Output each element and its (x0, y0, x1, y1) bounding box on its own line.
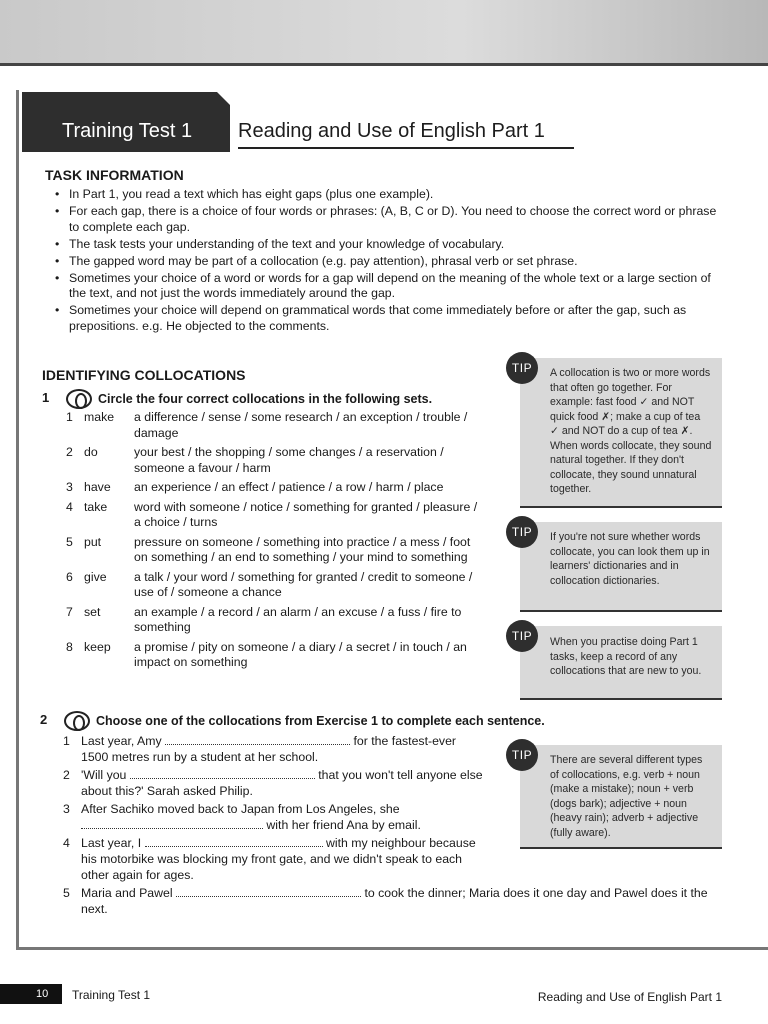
collocation-set (66, 480, 486, 496)
footer-test-label: Training Test 1 (72, 988, 151, 1002)
set-number: 8 (66, 639, 73, 654)
collocation-set (66, 500, 486, 531)
tip-box-3 (520, 626, 722, 700)
set-verb: put (84, 534, 102, 549)
task-bullet: • The task tests your understanding of the text and your knowledge of vocabulary. (55, 237, 727, 253)
set-number: 4 (66, 499, 73, 514)
circle-icon (64, 711, 90, 731)
answer-gap[interactable] (145, 837, 323, 847)
sentence-number: 2 (63, 768, 70, 782)
test-title-band (22, 92, 230, 152)
set-verb: have (84, 480, 111, 494)
answer-gap[interactable] (176, 887, 361, 897)
exercise-1-sets (66, 410, 486, 675)
collocation-set (66, 605, 486, 636)
task-bullet: • For each gap, there is a choice of four words or phrases: (A, B, C or D). You need to choose the correct word or phrase to complete each gap. (55, 204, 727, 235)
exercise-1-instruction-text: Circle the four correct collocations in the following sets. (98, 392, 433, 406)
task-bullet: • In Part 1, you read a text which has eight gaps (plus one example). (55, 187, 727, 203)
set-verb: make (84, 410, 115, 424)
sentence-end: that you won't tell anyone else about this?' Sarah asked Philip. (81, 768, 483, 798)
collocation-set (66, 445, 486, 476)
tip-box-4 (520, 745, 722, 849)
collocation-set (66, 570, 486, 601)
set-number: 1 (66, 410, 73, 424)
tip-box-2 (520, 522, 722, 612)
sentence-start: Maria and Pawel (81, 886, 173, 900)
sentence-end: with my neighbour because his motorbike was blocking my front gate, and we didn't speak to each other again for ages. (81, 836, 476, 882)
page-number: 10 (0, 984, 62, 1004)
sentence-number: 5 (63, 886, 70, 900)
exercise-2-number: 2 (40, 712, 48, 727)
set-number: 5 (66, 534, 73, 549)
set-verb: do (84, 445, 98, 459)
collocation-set (66, 535, 486, 566)
collocation-set (66, 410, 486, 441)
sentence-start: After Sachiko moved back to Japan from Los Angeles, she (81, 802, 400, 816)
set-verb: give (84, 569, 107, 584)
answer-gap[interactable] (130, 769, 315, 779)
sentence-item (63, 801, 483, 833)
set-options[interactable]: pressure on someone / something into practice / a mess / foot on something / an end to something / your mind to something (134, 534, 471, 564)
task-bullet: • The gapped word may be part of a collocation (e.g. pay attention), phrasal verb or set phrase. (55, 254, 727, 270)
page-edge (0, 63, 768, 66)
set-number: 2 (66, 445, 73, 459)
set-verb: take (84, 499, 108, 514)
sentence-end: with her friend Ana by email. (266, 818, 421, 832)
part-title: Reading and Use of English Part 1 (238, 120, 574, 149)
tip-badge-2: TIP (506, 516, 538, 548)
tip-badge-3: TIP (506, 620, 538, 652)
sentence-start: Last year, I (81, 836, 142, 850)
exercise-1-number: 1 (42, 390, 50, 405)
tip-text: When you practise doing Part 1 tasks, keep a record of any collocations that are new to you. (550, 636, 702, 677)
sentence-number: 1 (63, 734, 70, 748)
page-top-shadow (0, 0, 768, 64)
tip-badge-4: TIP (506, 739, 538, 771)
circle-icon (66, 389, 92, 409)
task-information-heading: TASK INFORMATION (45, 167, 184, 183)
exercise-1-instruction (66, 389, 432, 409)
set-options[interactable]: a difference / sense / some research / an exception / trouble / damage (134, 410, 468, 440)
exercise-2-instruction (64, 711, 545, 731)
sentence-item (63, 885, 723, 917)
sentence-number: 4 (63, 836, 70, 850)
sentence-end: to cook the dinner; Maria does it one day and Pawel does it the next. (81, 886, 708, 916)
answer-gap[interactable] (81, 819, 263, 829)
set-options[interactable]: your best / the shopping / some changes / a reservation / someone a favour / harm (134, 445, 444, 475)
sentence-end: for the fastest-ever 1500 metres run by a student at her school. (81, 734, 457, 764)
task-information-list (55, 187, 727, 336)
set-options[interactable]: an example / a record / an alarm / an excuse / a fuss / fire to something (134, 604, 462, 634)
set-verb: keep (84, 639, 111, 654)
set-options[interactable]: a talk / your word / something for granted / credit to someone / use of / someone a chance (134, 569, 473, 599)
set-number: 6 (66, 569, 73, 584)
footer-part-label: Reading and Use of English Part 1 (537, 990, 722, 1004)
sentence-item (63, 733, 483, 765)
set-options[interactable]: word with someone / notice / something for granted / pleasure / a choice / turns (134, 499, 478, 529)
task-bullet: • Sometimes your choice will depend on grammatical words that come immediately before or after the gap, such as prepositions. e.g. He objected to the comments. (55, 303, 727, 334)
tip-text: A collocation is two or more words that often go together. For example: fast food ✓ and NOT quick food ✗; make a cup of tea ✓ and NOT do a cup of tea ✗. When words collocate, they sound natural together. If they don't collocate, they sound unnatural together. (550, 367, 712, 495)
answer-gap[interactable] (165, 735, 350, 745)
tip-text: There are several different types of collocations, e.g. verb + noun (make a mistake); noun + verb (dogs bark); adjective + noun (heavy rain); adverb + adjective (fully aware). (550, 754, 703, 839)
collocation-set (66, 640, 486, 671)
set-number: 3 (66, 480, 73, 494)
tip-text: If you're not sure whether words collocate, you can look them up in learners' dictionaries and in collocation dictionaries. (550, 531, 710, 587)
sentence-start: 'Will you (81, 768, 127, 782)
sentence-item (63, 767, 483, 799)
set-verb: set (84, 604, 101, 619)
exercise-2-instruction-text: Choose one of the collocations from Exercise 1 to complete each sentence. (96, 714, 545, 728)
test-title: Training Test 1 (62, 120, 193, 142)
sentence-start: Last year, Amy (81, 734, 162, 748)
sentence-item (63, 835, 483, 883)
identifying-collocations-heading: IDENTIFYING COLLOCATIONS (42, 367, 246, 383)
set-number: 7 (66, 604, 73, 619)
set-options[interactable]: a promise / pity on someone / a diary / a secret / in touch / an impact on something (134, 639, 467, 669)
tip-box-1 (520, 358, 722, 508)
tip-badge-1: TIP (506, 352, 538, 384)
task-bullet: • Sometimes your choice of a word or words for a gap will depend on the meaning of the whole text or a large section of the text, and not just the words immediately around the gap. (55, 271, 727, 302)
sentence-number: 3 (63, 802, 70, 816)
set-options[interactable]: an experience / an effect / patience / a row / harm / place (134, 480, 444, 494)
